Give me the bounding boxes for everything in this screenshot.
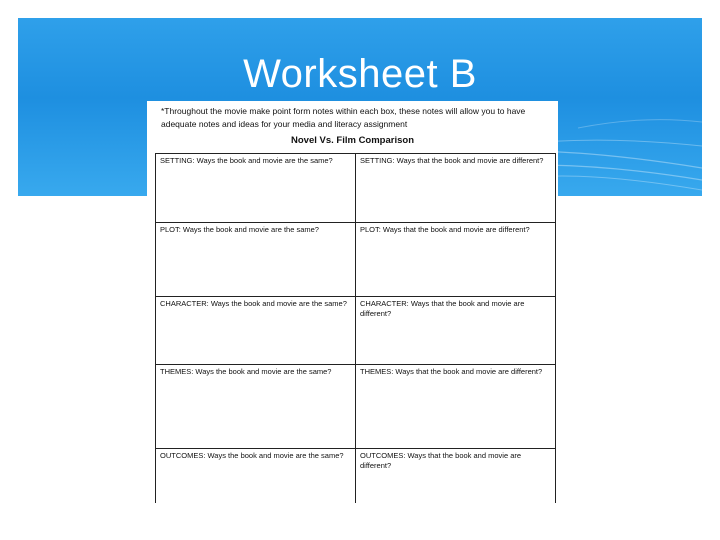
cell-themes-same: THEMES: Ways the book and movie are the same?: [156, 364, 355, 448]
cell-character-different: CHARACTER: Ways that the book and movie are different?: [356, 296, 555, 364]
worksheet-image: [147, 101, 558, 503]
slide-title: Worksheet B: [243, 52, 477, 96]
cell-character-same: CHARACTER: Ways the book and movie are the same?: [156, 296, 355, 364]
cell-setting-same: SETTING: Ways the book and movie are the same?: [156, 153, 355, 222]
cell-plot-different: PLOT: Ways that the book and movie are different?: [356, 222, 555, 296]
cell-setting-different: SETTING: Ways that the book and movie are different?: [356, 153, 555, 222]
cell-outcomes-different: OUTCOMES: Ways that the book and movie are different?: [356, 448, 555, 503]
comparison-table: [155, 153, 556, 503]
worksheet-title: Novel Vs. Film Comparison: [291, 135, 414, 146]
cell-plot-same: PLOT: Ways the book and movie are the same?: [156, 222, 355, 296]
cell-outcomes-same: OUTCOMES: Ways the book and movie are the same?: [156, 448, 355, 503]
cell-themes-different: THEMES: Ways that the book and movie are different?: [356, 364, 555, 448]
worksheet-instructions: *Throughout the movie make point form notes within each box, these notes will allow you to have adequate notes and ideas for your media and literacy assignment: [161, 106, 526, 129]
